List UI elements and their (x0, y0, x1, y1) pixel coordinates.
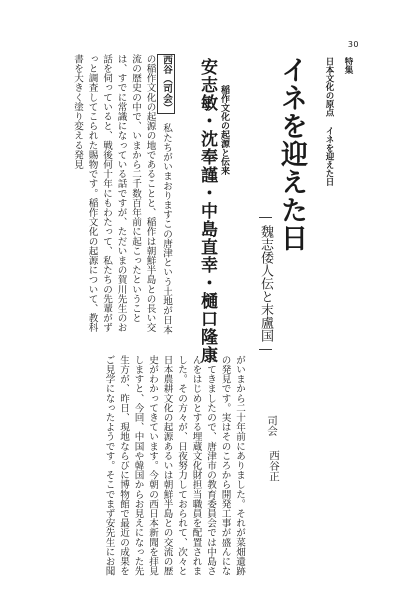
page-number: 30 (347, 40, 359, 49)
speaker-tag: 西谷（司会） (157, 54, 176, 114)
main-title: イネを迎えた日 (276, 56, 307, 252)
moderator-role: 司会 (266, 415, 278, 436)
upper-paragraph-text: 私たちがいまおりますこの唐津という土地が日本の稲作文化の起源の地であることと、稲作は朝鮮半島との長い交流の歴史の中で、いまから二千数百年前に起こったということは、すでに常識になっている話ですが、ただいまの賀川先生のお話を伺っていると、戦後何十年にもわたって、私たちの先輩がずっと調査してこられた賜物です。稲作文化の起源について、教科書を大きく塗り変える発見 (72, 54, 172, 335)
feature-subtitle: 日本文化の原点 イネを迎えた日 (324, 57, 334, 186)
feature-label: 特集 (343, 57, 353, 74)
speakers-list: 安志敏・沈奉謹・中島直幸・樋口隆康 (197, 58, 217, 364)
lower-paragraph-text: がいまから二十年前にありました。それが菜畑遺跡の発見です。実はそのころから開発工事が盛んになってきましたので、唐津市の教育委員会では中島さんをはじめとする埋蔵文化財担当職員を配置されました。その方々が、日夜努力しておられて、次々と日本農耕文化の起源あるいは朝鮮半島との交流の歴史がわかってきています。今朝の西日本新聞を拝見しますと、今回、中国や韓国からお見えになった先生方が、昨日、現地ならびに博物館で最近の成果をご見学になったようです。そこでまず安先生にお聞 (103, 355, 245, 576)
upper-paragraph (20, 54, 175, 338)
lower-paragraph (16, 355, 246, 580)
panel-label: 稲作文化の起源と伝来 (219, 85, 229, 175)
moderator-name: 西谷正 (268, 450, 280, 482)
article-subtitle: ―魏志倭人伝と末盧国― (258, 210, 273, 357)
